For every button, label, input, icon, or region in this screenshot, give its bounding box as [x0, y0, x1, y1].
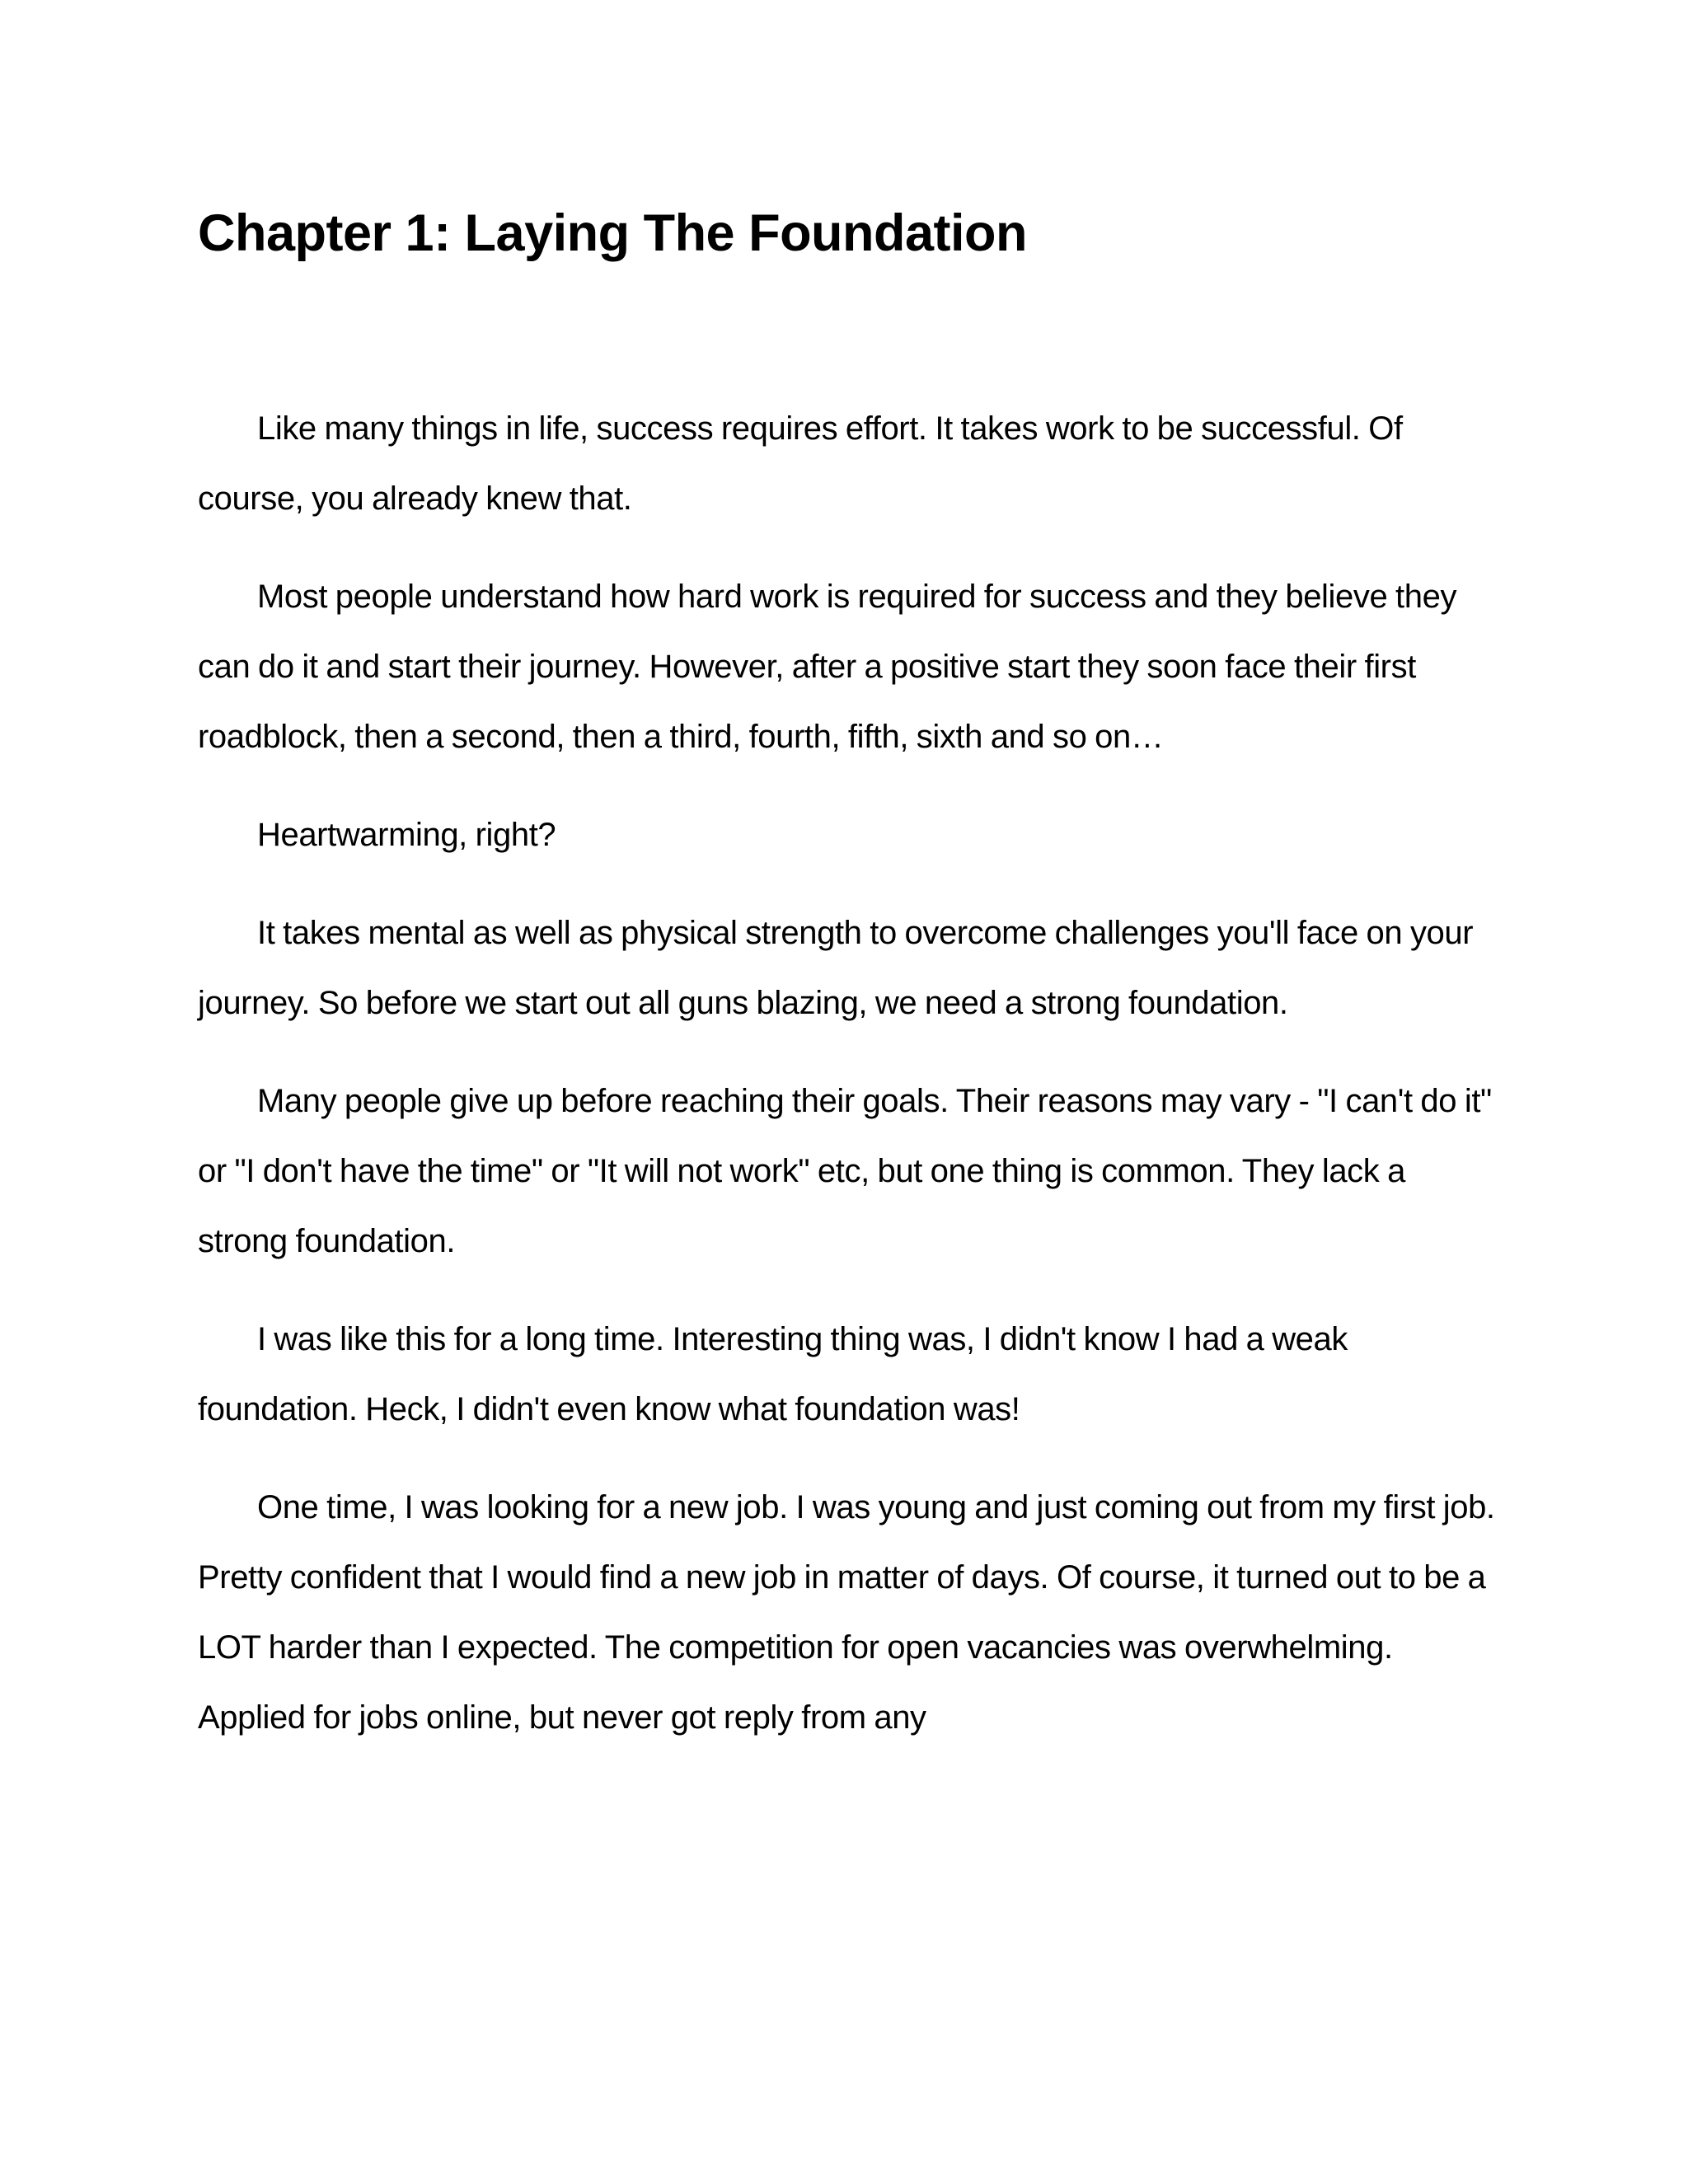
- paragraph-2: Most people understand how hard work is required for success and they believe they can do it and start their journey. However, after a positive start they soon face their first roadblock, then a second, then a third, fourth, fifth, sixth and so on…: [198, 579, 1457, 755]
- paragraph-1: Like many things in life, success requires effort. It takes work to be successful. Of course, you already knew that.: [198, 410, 1403, 517]
- paragraph-7: One time, I was looking for a new job. I was young and just coming out from my first job. Pretty confident that I would find a new job in matter of days. Of course, it turned out to be a LOT harder than I expected. The competition for open vacancies was overwhelming. Applied for jobs online, but never got reply from any: [198, 1489, 1495, 1736]
- body-text: [198, 394, 1500, 1753]
- paragraph-3: Heartwarming, right?: [257, 817, 556, 853]
- paragraph-6: I was like this for a long time. Interesting thing was, I didn't know I had a weak foundation. Heck, I didn't even know what foundation was!: [198, 1321, 1348, 1427]
- paragraph-5: Many people give up before reaching their goals. Their reasons may vary - "I can't do it" or "I don't have the time" or "It will not work" etc, but one thing is common. They lack a strong foundation.: [198, 1083, 1492, 1259]
- paragraph-4: It takes mental as well as physical strength to overcome challenges you'll face on your journey. So before we start out all guns blazing, we need a strong foundation.: [198, 915, 1474, 1021]
- chapter-title: Chapter 1: Laying The Foundation: [198, 204, 1027, 262]
- page-content: [198, 196, 1500, 1781]
